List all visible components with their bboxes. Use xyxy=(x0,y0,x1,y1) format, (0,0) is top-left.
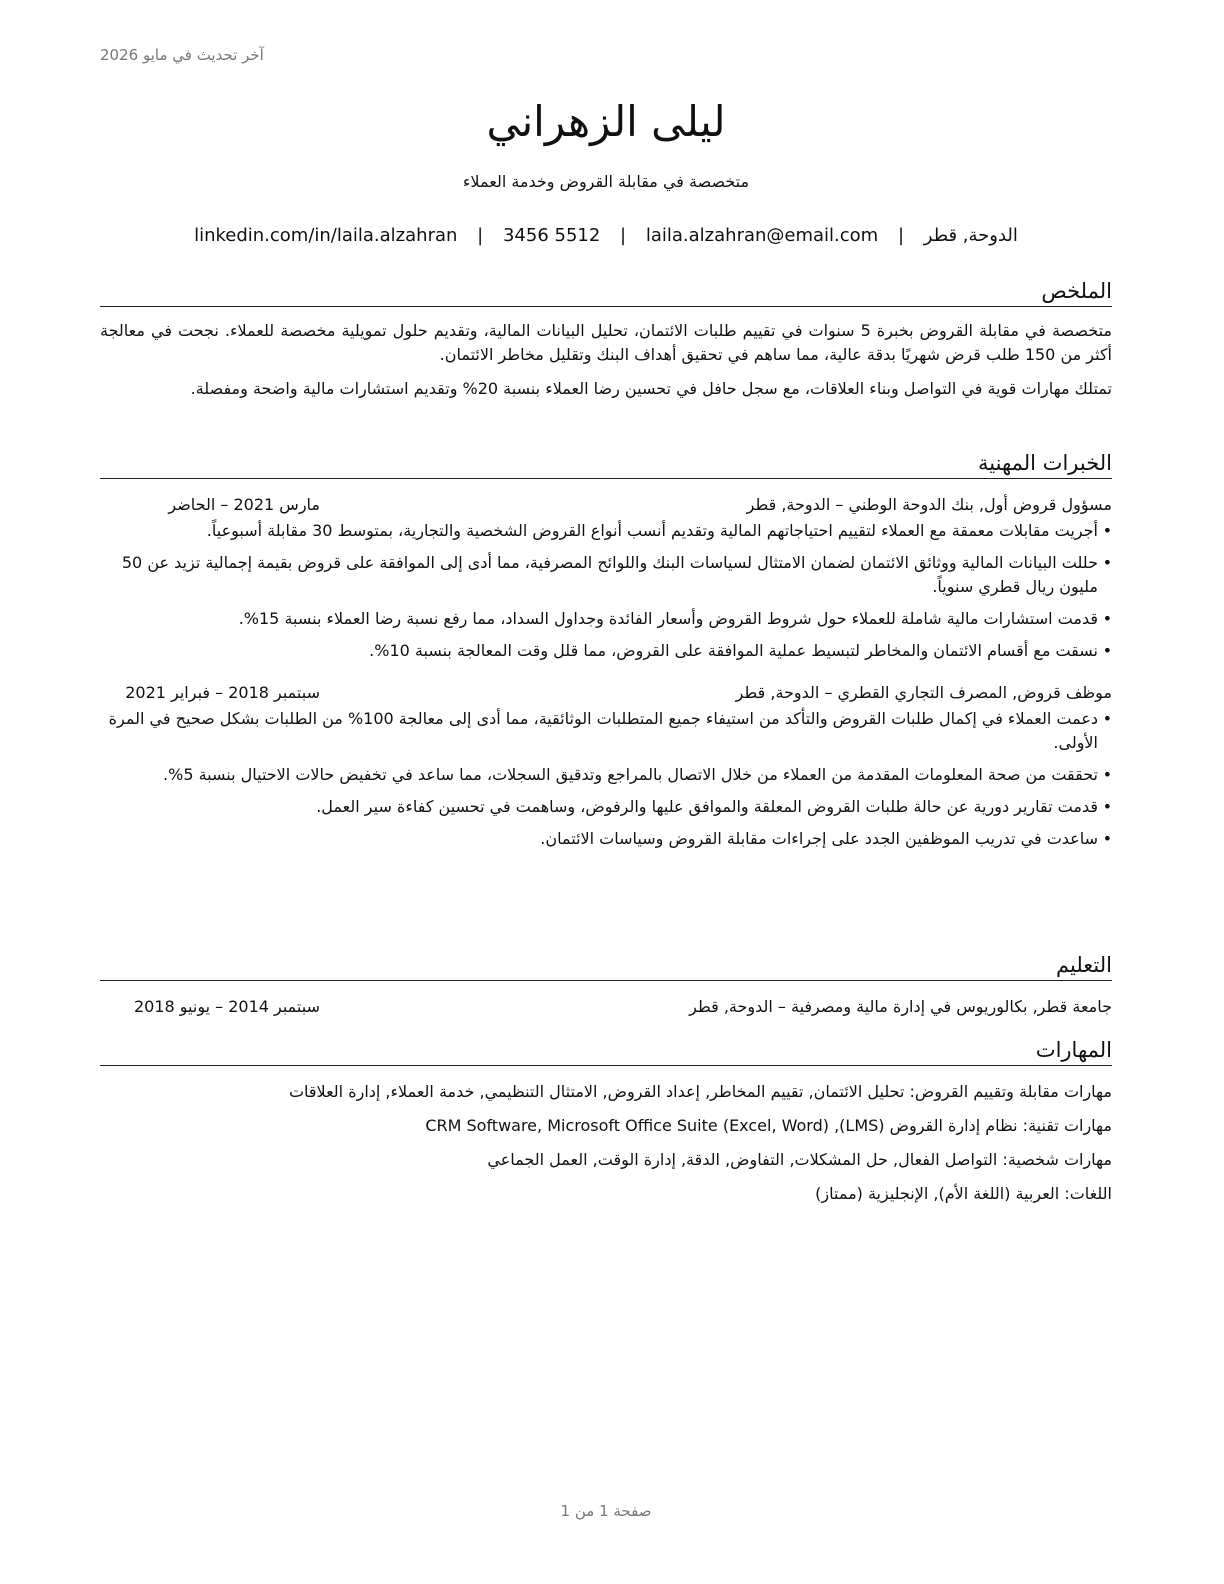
contact-separator: | xyxy=(897,225,905,246)
section-title-summary: الملخص xyxy=(100,276,1112,307)
skill-line: مهارات تقنية: نظام إدارة القروض (LMS), CRM Software, Microsoft Office Suite (Excel, Word) xyxy=(425,1116,1112,1135)
skills-section xyxy=(100,1035,1112,1206)
job-bullet: • دعمت العملاء في إكمال طلبات القروض والتأكد من استيفاء جميع المتطلبات الوثائقية، مما أدى إلى معالجة 100% من الطلبات بشكل صحيح في المرة الأولى. xyxy=(100,707,1112,755)
job-bullet: • قدمت تقارير دورية عن حالة طلبات القروض المعلقة والموافق عليها والرفوض، وساهمت في تحسين كفاءة سير العمل. xyxy=(100,795,1112,819)
job-header xyxy=(100,681,1112,705)
contact-separator: | xyxy=(620,225,627,246)
job-bullet: • ساعدت في تدريب الموظفين الجدد على إجراءات مقابلة القروض وسياسات الائتمان. xyxy=(100,827,1112,851)
job-title: مسؤول قروض أول, بنك الدوحة الوطني – الدوحة, قطر xyxy=(746,495,1112,514)
job-title: موظف قروض, المصرف التجاري القطري – الدوحة, قطر xyxy=(735,683,1112,702)
page-number: صفحة 1 من 1 xyxy=(560,1502,652,1520)
summary-paragraph: متخصصة في مقابلة القروض بخبرة 5 سنوات في تقييم طلبات الائتمان، تحليل البيانات المالية، وتقديم حلول تمويلية مخصصة للعملاء. نجحت في معالجة أكثر من 150 طلب قرض شهريًا بدقة عالية، مما ساهم في تحقيق أهداف البنك وتقليل مخاطر الائتمان. xyxy=(100,321,1113,364)
education-degree: جامعة قطر, بكالوريوس في إدارة مالية ومصرفية – الدوحة, قطر xyxy=(689,997,1112,1016)
job-dates: سبتمبر 2018 – فبراير 2021 xyxy=(125,683,320,702)
contact-email[interactable]: laila.alzahran@email.com xyxy=(645,225,879,246)
contact-line xyxy=(100,222,1112,250)
section-title-skills: المهارات xyxy=(100,1035,1112,1066)
skill-line: مهارات مقابلة وتقييم القروض: تحليل الائتمان, تقييم المخاطر, إعداد القروض, الامتثال التنظيمي, خدمة العملاء, إدارة العلاقات xyxy=(288,1082,1112,1101)
education-entry xyxy=(100,995,1112,1019)
education-dates: سبتمبر 2014 – يونيو 2018 xyxy=(133,997,320,1016)
education-section xyxy=(100,950,1112,1019)
job-bullet: • حللت البيانات المالية ووثائق الائتمان لضمان الامتثال لسياسات البنك واللوائح المصرفية، مما أدى إلى الموافقة على قروض بقيمة إجمالية تزيد عن 50 مليون ريال قطري سنوياً. xyxy=(100,551,1112,599)
job-bullets xyxy=(100,707,1112,851)
job-bullet: • أجريت مقابلات معمقة مع العملاء لتقييم احتياجاتهم المالية وتقديم أنسب أنواع القروض الشخصية والتجارية، بمتوسط 30 مقابلة أسبوعياً. xyxy=(100,519,1112,543)
job-bullet: • قدمت استشارات مالية شاملة للعملاء حول شروط القروض وأسعار الفائدة وجداول السداد، مما رفع نسبة رضا العملاء بنسبة 15%. xyxy=(100,607,1112,631)
candidate-name: ليلى الزهراني xyxy=(486,97,726,146)
job-entry xyxy=(100,493,1112,663)
skill-line: اللغات: العربية (اللغة الأم), الإنجليزية (ممتاز) xyxy=(815,1184,1112,1203)
job-header xyxy=(100,493,1112,517)
last-updated-note: آخر تحديث في مايو 2026 xyxy=(100,46,264,64)
job-bullet: • نسقت مع أقسام الائتمان والمخاطر لتبسيط عملية الموافقة على القروض، مما قلل وقت المعالجة بنسبة 10%. xyxy=(100,639,1112,663)
resume-page xyxy=(100,0,1112,1584)
section-title-education: التعليم xyxy=(100,950,1112,981)
job-bullets xyxy=(100,519,1112,663)
contact-separator: | xyxy=(477,225,484,246)
contact-linkedin[interactable]: linkedin.com/in/laila.alzahran xyxy=(194,225,458,246)
contact-phone: 3456 5512 xyxy=(502,225,601,246)
job-dates: مارس 2021 – الحاضر xyxy=(168,495,320,514)
candidate-headline: متخصصة في مقابلة القروض وخدمة العملاء xyxy=(462,172,750,191)
summary-paragraph: تمتلك مهارات قوية في التواصل وبناء العلاقات، مع سجل حافل في تحسين رضا العملاء بنسبة 20% وتقديم استشارات مالية واضحة ومفصلة. xyxy=(190,379,1112,398)
section-title-experience: الخبرات المهنية xyxy=(100,448,1112,479)
experience-section xyxy=(100,448,1112,859)
summary-section xyxy=(100,276,1112,401)
skill-line: مهارات شخصية: التواصل الفعال, حل المشكلات, التفاوض, الدقة, إدارة الوقت, العمل الجماعي xyxy=(487,1150,1112,1169)
job-bullet: • تحققت من صحة المعلومات المقدمة من العملاء من خلال الاتصال بالمراجع وتدقيق السجلات، مما ساعد في تخفيض حالات الاحتيال بنسبة 5%. xyxy=(100,763,1112,787)
job-entry xyxy=(100,681,1112,851)
contact-location: الدوحة, قطر xyxy=(923,225,1018,246)
